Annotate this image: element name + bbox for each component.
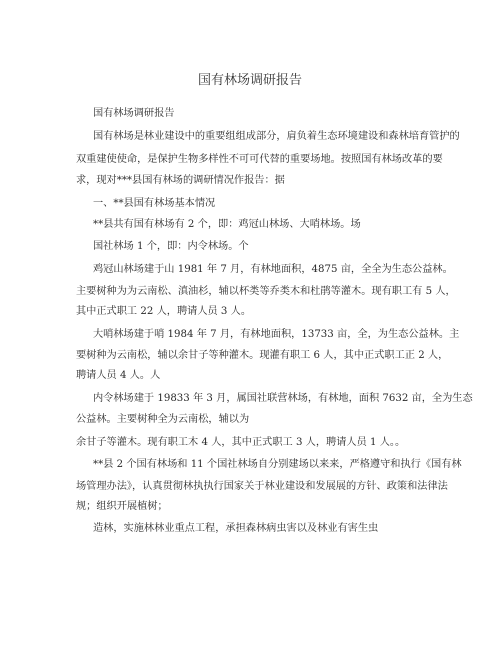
- paragraph-line: 要树种为云南松，辅以余甘子等种灌木。现灌有职工 6 人，其中正式职工正 2 人，: [76, 350, 449, 361]
- paragraph-line: 国有林场调研报告: [93, 108, 175, 119]
- paragraph-line: 大哨林场建于哨 1984 年 7 月，有林地面积，13733 亩，全，为生态公益林。主: [93, 329, 460, 340]
- page-title: 国有林场调研报告: [197, 73, 302, 88]
- paragraph-line: 主要树种为为云南松、滇油杉，辅以杯类等乔类木和杜鹃等灌木。现有职工有 5 人，: [76, 286, 456, 297]
- paragraph-line: 造林，实施林林业重点工程，承担森林病虫害以及林业有害生虫: [93, 523, 379, 534]
- paragraph-line: 鸡冠山林场建于山 1981 年 7 月，有林地面积，4875 亩，全全为生态公益林。: [93, 264, 453, 275]
- paragraph-line: 内令林场建于 19833 年 3 月，属国社联营林场，有林地，面积 7632 亩，全为生态: [93, 393, 473, 404]
- paragraph-line: 规；组织开展植树；: [76, 501, 168, 512]
- paragraph-line: 国有林场是林业建设中的重要组组成部分，肩负着生态环境建设和森林培育管护的: [93, 131, 460, 142]
- section-heading: 一、**县国有林场基本情况: [93, 198, 216, 209]
- paragraph-line: **县共有国有林场有 2 个，即：鸡冠山林场、大哨林场。场: [93, 219, 361, 230]
- paragraph-line: 公益林。主要树种全为云南松，辅以为: [76, 414, 250, 425]
- paragraph-line: **县 2 个国有林场和 11 个国社林场自分别建场以来来，严格遵守和执行《国有林: [93, 459, 462, 470]
- paragraph-line: 场管理办法》，认真贯彻林执执行国家关于林业建设和发展展的方针、政策和法律法: [76, 481, 448, 492]
- paragraph-line: 国社林场 1 个，即：内令林场。个: [93, 241, 249, 252]
- paragraph-line: 双重建使使命，是保护生物多样性不可可代替的重要场地。按照国有林场改革的要: [76, 154, 443, 165]
- paragraph-line: 求，现对***县国有林场的调研情况作报告：据: [76, 175, 285, 186]
- paragraph-line: 其中正式职工 22 人，聘请人员 3 人。: [76, 306, 252, 317]
- paragraph-line: 余甘子等灌木。现有职工木 4 人，其中正式职工 3 人，聘请人员 1 人。。: [76, 437, 406, 448]
- paragraph-line: 聘请人员 4 人。人: [76, 370, 161, 381]
